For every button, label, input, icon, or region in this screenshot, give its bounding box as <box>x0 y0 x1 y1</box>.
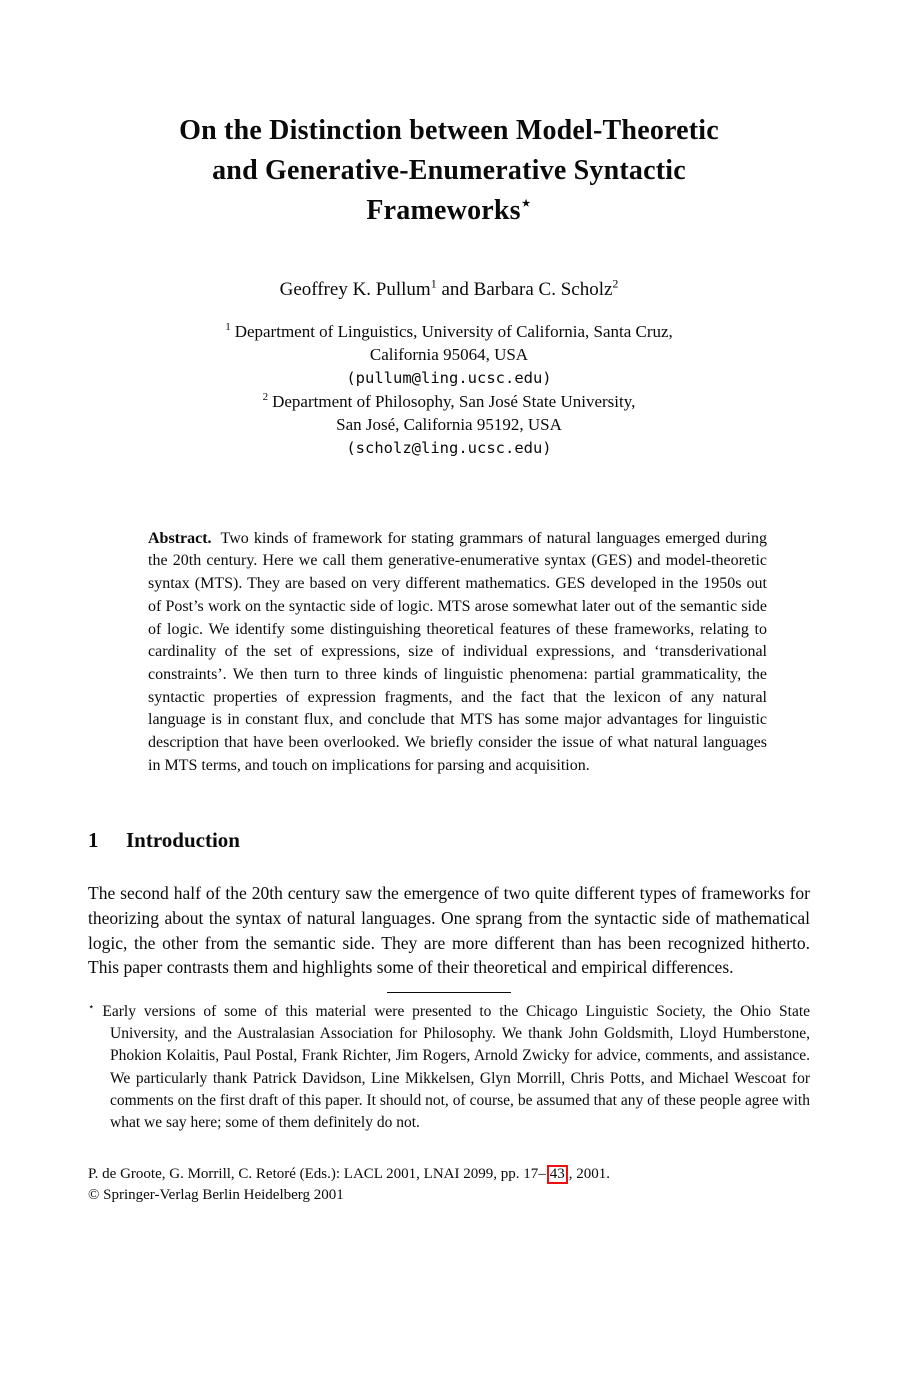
footnote-marker: ⋆ <box>88 1001 95 1013</box>
affiliation-1-line-2: California 95064, USA <box>369 344 529 364</box>
authors-line <box>88 277 810 303</box>
section-1-heading <box>88 827 810 854</box>
affiliation-2-email <box>88 436 810 460</box>
paper-title <box>88 111 810 231</box>
affiliation-2-mark: 2 <box>262 391 269 404</box>
title-line-2: and Generative-Enumerative Syntactic <box>212 154 686 186</box>
citation-post: , 2001. <box>568 1165 610 1182</box>
section-1-title: Introduction <box>126 828 240 853</box>
affiliation-1-email <box>88 366 810 390</box>
publication-footer <box>88 1164 810 1206</box>
abstract-text: Two kinds of framework for stating grammars of natural languages emerged during the 20th century. Here we call them generative-enumerative syntax (GES) and model-theoretic syntax (MTS). They are based on very different mathematics. GES developed in the 1950s out of Post’s work on the syntactic side of logic. MTS arose somewhat later out of the semantic side of logic. We identify some distinguishing theoretical features of these frameworks, relating to cardinality of the set of expressions, size of individual expressions, and ‘transderivational constraints’. We then turn to three kinds of linguistic phenomena: partial grammaticality, the syntactic properties of expression fragments, and the fact that the lexicon of any natural language is in constant flux, and conclude that MTS has some major advantages for linguistic description that have been overlooked. We briefly consider the issue of what natural languages in MTS terms, and touch on implications for parsing and acquisition. <box>148 529 767 774</box>
citation-pre: P. de Groote, G. Morrill, C. Retoré (Eds.): LACL 2001, LNAI 2099, pp. 17– <box>88 1165 546 1182</box>
section-1-paragraph: The second half of the 20th century saw the emergence of two quite different types of frameworks for theorizing about the syntax of natural languages. One sprang from the syntactic side of mathematical logic, the other from the semantic side. They are more different than has been recognized hitherto. This paper contrasts them and highlights some of their theoretical and empirical differences. <box>88 883 810 978</box>
end-page-link[interactable]: 43 <box>547 1165 568 1184</box>
author-1-affiliation-mark: 1 <box>430 276 437 291</box>
author-1-name: Geoffrey K. Pullum <box>279 278 431 300</box>
citation-line <box>88 1164 810 1185</box>
email-2: (scholz@ling.ucsc.edu) <box>346 438 552 457</box>
affiliations-block <box>88 320 810 460</box>
copyright-line: © Springer-Verlag Berlin Heidelberg 2001 <box>88 1186 344 1203</box>
title-line-1: On the Distinction between Model-Theoretic <box>179 114 719 146</box>
authors-separator: and <box>436 278 474 300</box>
affiliation-1-dept: Department of Linguistics, University of California, Santa Cruz, <box>234 321 673 341</box>
footnote-text: Early versions of some of this material were presented to the Chicago Linguistic Society, the Ohio State University, and the Australasian Association for Philosophy. We thank John Goldsmith, Lloyd Humberstone, Phokion Kolaitis, Paul Postal, Frank Richter, Jim Rogers, Arnold Zwicky for advice, comments, and assistance. We particularly thank Patrick Davidson, Line Mikkelsen, Glyn Morrill, Chris Potts, and Michael Wescoat for comments on the first draft of this paper. It should not, of course, be assumed that any of these people agree with what we say here; some of them definitely do not. <box>102 1002 811 1132</box>
affiliation-1-mark: 1 <box>225 321 231 334</box>
abstract-label: Abstract. <box>148 529 212 547</box>
affiliation-2-dept: Department of Philosophy, San José State University, <box>272 391 636 411</box>
author-2-name: Barbara C. Scholz <box>473 278 613 300</box>
email-1: (pullum@ling.ucsc.edu) <box>346 368 552 387</box>
abstract <box>148 528 767 778</box>
author-2-affiliation-mark: 2 <box>612 276 619 291</box>
affiliation-1-line-1 <box>88 320 810 343</box>
section-1-number: 1 <box>88 828 99 853</box>
affiliation-2-line-2: San José, California 95192, USA <box>336 414 562 434</box>
title-footnote <box>88 1001 810 1135</box>
affiliation-2-line-1 <box>88 390 810 413</box>
footnote-rule <box>387 992 511 993</box>
title-line-3: Frameworks <box>366 194 521 226</box>
title-footnote-marker: ⋆ <box>520 193 532 213</box>
